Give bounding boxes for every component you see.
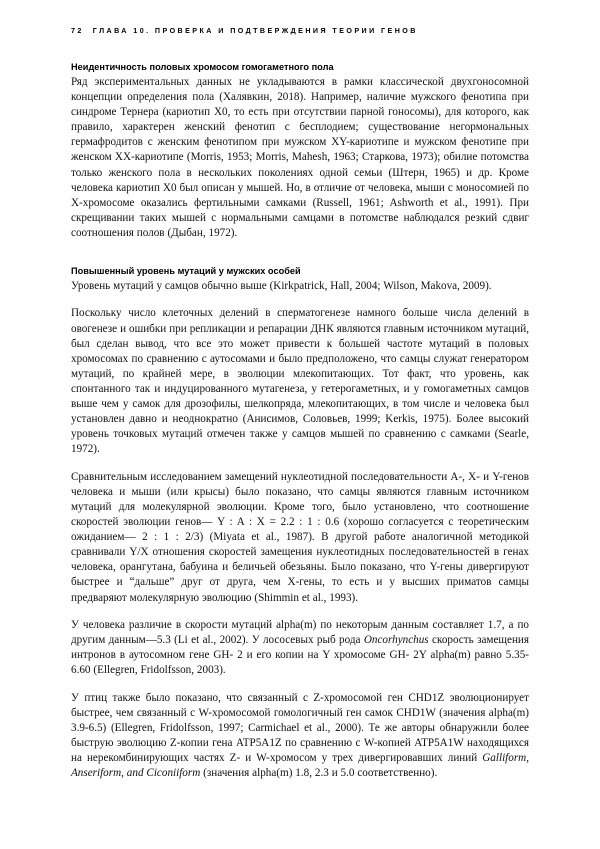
paragraph-spermatogenesis: Поскольку число клеточных делений в сперматогенезе намного больше числа делений в овогенезе и ошибки при репликации и репарации ДНК являются главным источником мутаций, был сделан вывод, что все это может привести к большей частоте мутаций в половых хромосомах по сравнению с аутосомами и было предположено, что самцы служат генератором мутаций, по крайней мере, в эволюции млекопитающих. Тот факт, что уровень, как спонтанного так и индуцированного мутагенеза, у гетерогаметных, и у гомогаметных самцов выше чем у самок для дрозофилы, шелкопряда, млекопитающих, в том числе и человека был установлен давно и неоднократно (Анисимов, Соловьев, 1999; Kerkis, 1975). Более высокий уровень точковых мутаций отмечен также у самцов мышей по сравнению с самками (Searle, 1972). xyxy=(71,307,529,456)
birds-text-part1: У птиц также было показано, что связанный с Z-хромосомой ген CHD1Z эволюционирует быстрее, чем связанный с W-хромосомой гомологичный ген самок CHD1W (значения alpha(m) 3.9-6.5) (Ellegren, Fridolfsson, 1997; Carmichael et al., 2000). Те же авторы обнаружили более быструю эволюцию Z-копии гена ATP5A1Z по сравнению с W-копией ATP5A1W находящихся на нерекомбинирующих частях Z- и W-хромосом у трех дивергировавших линий xyxy=(71,691,529,765)
running-header-title: ГЛАВА 10. ПРОВЕРКА И ПОДТВЕРЖДЕНИЯ ТЕОРИИ ГЕНОВ xyxy=(92,27,418,35)
section-heading-male-mutations: Повышенный уровень мутаций у мужских особей xyxy=(71,266,301,276)
section-male-mutations xyxy=(71,265,529,794)
alpha-human-text-part2: скорость замещения интронов в аутосомном гене GH- 2 и его копии на Y хромосоме GH- 2Y alpha(m) равно 5.35-6.60 (Ellegren, Fridolfsson, 2003). xyxy=(71,634,529,677)
section-heading-sex-chromosomes: Неидентичность половых хромосом гомогаметного пола xyxy=(71,62,334,72)
genus-name-oncorhynchus: Oncorhynchus xyxy=(363,634,429,647)
alpha-human-text-part1: У человека различие в скорости мутаций alpha(m) по некоторым данным составляет 1.7, а по другим данным—5.3 (Li et al., 2002). У лососевых рыб рода xyxy=(71,619,529,647)
paragraph-sex-chromosomes-1: Ряд экспериментальных данных не укладываются в рамки классической двухгоносомной концепции определения пола (Халявкин, 2018). Например, наличие мужского фенотипа при синдроме Тернера (кариотип X0, то есть при отсутствии парной гоносомы), для которого, как правило, характерен женский фенотип с бесплодием; существование негормональных гермафродитов с женским фенотипом при мужском XY-кариотипе и мужском фенотипе при женском XX-кариотипе (Morris, 1953; Morris, Mahesh, 1963; Старкова, 1973); обилие потомства только женского пола в нескольких поколениях одной семьи (Штерн, 1965) и др. Кроме человека кариотип X0 был описан у мышей. Но, в отличие от человека, мыши с моносомией по X-хромосоме оказались фертильными самками (Russell, 1961; Ashworth et al., 1991). При скрещивании таких мышей с нормальными самцами в потомстве наблюдался резкий сдвиг соотношения полов (Дыбан, 1972). xyxy=(71,76,529,239)
section-sex-chromosomes xyxy=(71,61,529,241)
page-number: 72 xyxy=(71,27,84,35)
paragraph-mutation-rate-intro: Уровень мутаций у самцов обычно выше (Kirkpatrick, Hall, 2004; Wilson, Makova, 2009). xyxy=(71,280,492,292)
paragraph-nucleotide-substitution: Сравнительным исследованием замещений нуклеотидной последовательности A-, X- и Y-генов человека и мыши (или крысы) было показано, что самцы являются главным источником мутаций для молекулярной эволюции. Кроме того, было установлено, что соотношение скоростей эволюции генов— Y : A : X = 2.2 : 1 : 0.6 (хорошо согласуется с теоретическим ожиданием— 2 : 1 : 2/3) (Miyata et al., 1987). В другой работе аналогичной методикой сравнивали Y/X отношения скоростей замещения нуклеотидных последовательностей в генах человека, орангутана, бабуина и беличьей обезьяны. Было показано, что Y-гены дивергируют быстрее и “дальше” друг от друга, чем X-гены, то есть и у высших приматов самцы предваряют молекулярную эволюцию (Shimmin et al., 1993). xyxy=(71,470,529,604)
taxa-names-galliform-anseriform-ciconiiform: Galliform, Anseriform, and Ciconiiform xyxy=(71,752,529,780)
paragraph-alpha-human-fish xyxy=(71,618,529,678)
running-header xyxy=(71,27,529,35)
birds-text-part2: (значения alpha(m) 1.8, 2.3 и 5.0 соответственно). xyxy=(200,767,438,780)
paragraph-birds-chd1z xyxy=(71,691,529,782)
